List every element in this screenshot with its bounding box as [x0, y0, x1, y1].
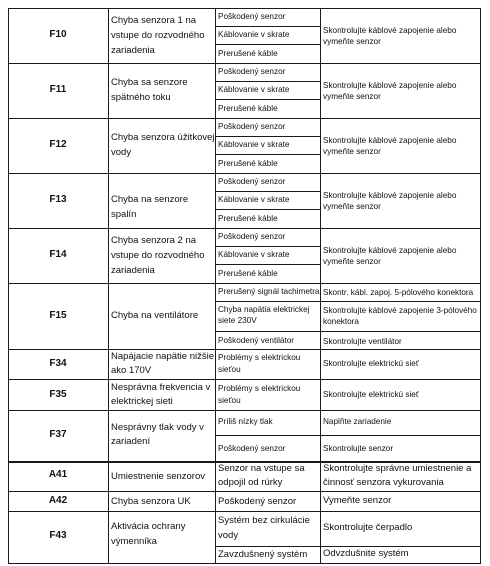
fault-code: F15: [49, 310, 67, 321]
fault-cause: Prerušené káble: [218, 159, 278, 168]
cause-separator: [215, 154, 321, 155]
cause-separator: [215, 99, 321, 100]
fault-action: Vymeňte senzor: [323, 495, 392, 506]
fault-code-table: [8, 8, 481, 564]
fault-cause: Prerušené káble: [218, 269, 278, 278]
fault-action: Skontrolujte senzor: [323, 444, 394, 453]
fault-cause: Poškodený senzor: [218, 496, 297, 507]
fault-cause: Prerušené káble: [218, 214, 278, 223]
column-divider-3: [320, 8, 321, 564]
row-separator: [8, 491, 481, 492]
fault-code: F35: [49, 389, 67, 400]
fault-cause: Káblovanie v skrate: [218, 85, 290, 94]
row-separator: [8, 379, 481, 380]
cause-separator: [215, 44, 321, 45]
fault-code: F14: [49, 249, 67, 260]
fault-cause: Káblovanie v skrate: [218, 250, 290, 259]
fault-cause: Káblovanie v skrate: [218, 140, 290, 149]
fault-description: Chyba sa senzore spätného toku: [111, 77, 188, 103]
fault-action: Skontrolujte káblové zapojenie alebo vymeňte senzor: [323, 246, 457, 266]
cause-separator: [215, 435, 481, 436]
table-border-bottom: [8, 563, 481, 564]
fault-cause: Poškodený senzor: [218, 122, 286, 131]
fault-cause: Chyba napätia elektrickej siete 230V: [218, 305, 310, 325]
fault-cause: Káblovanie v skrate: [218, 30, 290, 39]
cause-separator: [215, 26, 321, 27]
fault-cause: Prerušené káble: [218, 49, 278, 58]
column-divider-2: [215, 8, 216, 564]
fault-action: Skontrolujte správne umiestnenie a činnosť senzora vykurovania: [323, 463, 472, 488]
fault-action: Odvzdušnite systém: [323, 548, 409, 559]
row-separator: [8, 283, 481, 284]
cause-separator: [215, 264, 321, 265]
fault-code: A42: [48, 495, 68, 506]
fault-cause: Príliš nízky tlak: [218, 417, 273, 426]
row-separator: [8, 8, 481, 9]
cause-separator: [215, 246, 321, 247]
row-separator: [8, 63, 481, 64]
column-divider-1: [108, 8, 109, 564]
fault-cause: Káblovanie v skrate: [218, 195, 290, 204]
row-separator: [8, 118, 481, 119]
fault-cause: Poškodený ventilátor: [218, 336, 295, 345]
fault-code: F12: [49, 139, 67, 150]
fault-action: Skontrolujte elektrickú sieť: [323, 359, 419, 368]
fault-action: Skontrolujte ventilátor: [323, 337, 402, 346]
fault-code: A41: [48, 469, 68, 480]
fault-action: Skontrolujte káblové zapojenie alebo vymeňte senzor: [323, 26, 457, 46]
fault-cause: Poškodený senzor: [218, 232, 286, 241]
fault-description: Umiestnenie senzorov: [111, 471, 205, 482]
cause-separator: [215, 136, 321, 137]
fault-code: F37: [49, 429, 67, 440]
fault-cause: Prerušené káble: [218, 104, 278, 113]
fault-cause: Prerušený signál tachimetra: [218, 287, 320, 296]
fault-action: Naplňte zariadenie: [323, 417, 392, 426]
fault-description: Chyba senzora úžitkovej vody: [111, 132, 215, 158]
fault-code: F11: [49, 84, 67, 95]
fault-action: Skontrolujte káblové zapojenie alebo vymeňte senzor: [323, 81, 457, 101]
fault-description: Chyba na senzore spalín: [111, 194, 189, 220]
row-separator: [8, 511, 481, 512]
fault-cause: Poškodený senzor: [218, 12, 286, 21]
fault-code: F10: [49, 29, 67, 40]
fault-cause: Poškodený senzor: [218, 444, 286, 453]
row-separator: [8, 410, 481, 411]
row-separator: [8, 173, 481, 174]
cause-separator: [215, 191, 321, 192]
fault-cause: Problémy s elektrickou sieťou: [218, 353, 301, 374]
cause-separator: [215, 209, 321, 210]
fault-description: Chyba na ventilátore: [111, 310, 199, 321]
fault-action: Skontr. kábl. zapoj. 5-pólového konektora: [323, 288, 474, 297]
fault-action: Skontrolujte káblové zapojenie alebo vymeňte senzor: [323, 191, 457, 211]
cause-separator: [215, 81, 321, 82]
fault-code: F43: [49, 530, 67, 541]
fault-cause: Senzor na vstupe sa odpojil od rúrky: [218, 463, 305, 488]
fault-code: F13: [49, 194, 67, 205]
fault-action: Skontrolujte káblové zapojenie alebo vymeňte senzor: [323, 136, 457, 156]
fault-description: Aktivácia ochrany výmenníka: [111, 521, 186, 547]
fault-action: Skontrolujte čerpadlo: [323, 522, 413, 533]
fault-cause: Systém bez cirkulácie vody: [218, 515, 310, 541]
fault-action: Skontrolujte káblové zapojenie 3-pólového konektora: [323, 306, 477, 326]
fault-description: Nesprávna frekvencia v elektrickej sieti: [111, 382, 211, 407]
cause-separator: [215, 301, 481, 302]
fault-cause: Problémy s elektrickou sieťou: [218, 384, 301, 405]
fault-description: Chyba senzora UK: [111, 496, 191, 507]
row-separator: [8, 228, 481, 229]
fault-description: Chyba senzora 2 na vstupe do rozvodného zariadenia: [111, 235, 205, 276]
cause-separator: [215, 331, 481, 332]
fault-description: Chyba senzora 1 na vstupe do rozvodného zariadenia: [111, 15, 205, 56]
fault-cause: Zavzdušnený systém: [218, 549, 308, 560]
fault-code: F34: [49, 358, 67, 369]
fault-description: Nesprávny tlak vody v zariadení: [111, 422, 204, 447]
fault-action: Skontrolujte elektrickú sieť: [323, 390, 419, 399]
row-separator: [8, 349, 481, 350]
fault-description: Napájacie napätie nižšie ako 170V: [111, 351, 214, 376]
fault-cause: Poškodený senzor: [218, 67, 286, 76]
fault-cause: Poškodený senzor: [218, 177, 286, 186]
